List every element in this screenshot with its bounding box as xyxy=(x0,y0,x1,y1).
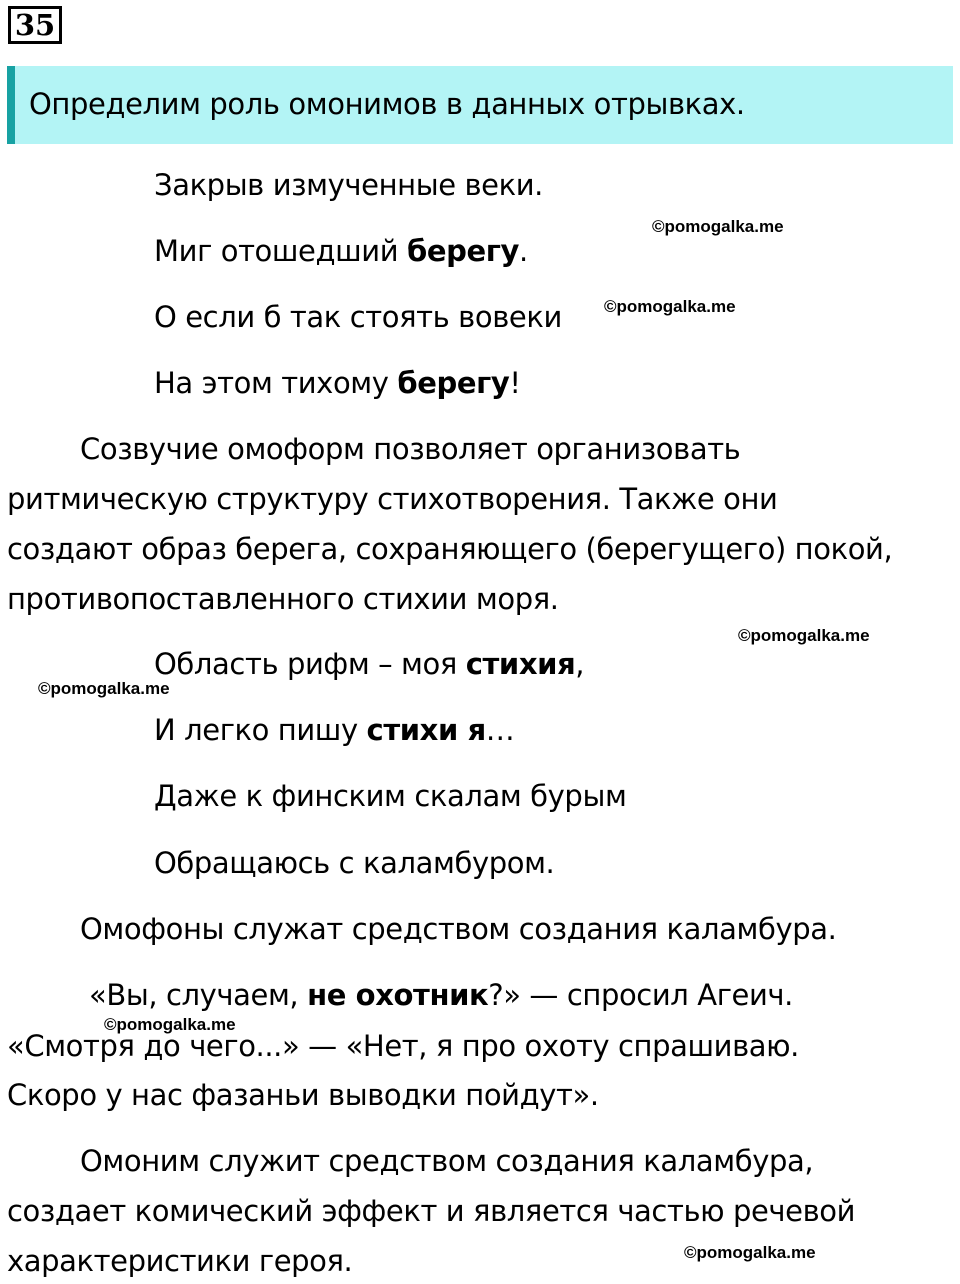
para2-line: Омофоны служат средством создания каламбура. xyxy=(80,912,837,946)
watermark: ©pomogalka.me xyxy=(104,1015,236,1034)
watermark: ©pomogalka.me xyxy=(738,626,870,645)
poem2-line-1: Область рифм – моя стихия, xyxy=(154,647,585,681)
para1-line-1: Созвучие омоформ позволяет организовать xyxy=(80,432,741,466)
para3-line-2: создает комический эффект и является частью речевой xyxy=(7,1194,856,1228)
poem1-line-4: На этом тихому берегу! xyxy=(154,366,521,400)
poem1-line-1: Закрыв измученные веки. xyxy=(154,168,543,202)
para3-line-1: Омоним служит средством создания каламбура, xyxy=(80,1144,814,1178)
poem1-line-2: Миг отошедший берегу. xyxy=(154,234,528,268)
watermark: ©pomogalka.me xyxy=(652,217,784,236)
poem2-line-2: И легко пишу стихи я… xyxy=(154,713,515,747)
quote-line-1: «Вы, случаем, не охотник?» — спросил Агеич. xyxy=(89,978,793,1012)
quote-line-2: «Смотря до чего...» — «Нет, я про охоту спрашиваю. xyxy=(7,1029,799,1063)
poem2-line-4: Обращаюсь с каламбуром. xyxy=(154,846,555,880)
task-number: 35 xyxy=(8,6,62,44)
watermark: ©pomogalka.me xyxy=(604,297,736,316)
poem2-line-3: Даже к финским скалам бурым xyxy=(154,779,627,813)
para1-line-4: противопоставленного стихии моря. xyxy=(7,582,559,616)
para3-line-3: характеристики героя. xyxy=(7,1244,353,1278)
watermark: ©pomogalka.me xyxy=(38,679,170,698)
task-header-text: Определим роль омонимов в данных отрывках. xyxy=(29,87,745,121)
quote-line-3: Скоро у нас фазаньи выводки пойдут». xyxy=(7,1078,599,1112)
task-header xyxy=(7,66,953,144)
watermark: ©pomogalka.me xyxy=(684,1243,816,1262)
para1-line-3: создают образ берега, сохраняющего (берегущего) покой, xyxy=(7,532,893,566)
poem1-line-3: О если б так стоять вовеки xyxy=(154,300,562,334)
para1-line-2: ритмическую структуру стихотворения. Также они xyxy=(7,482,778,516)
